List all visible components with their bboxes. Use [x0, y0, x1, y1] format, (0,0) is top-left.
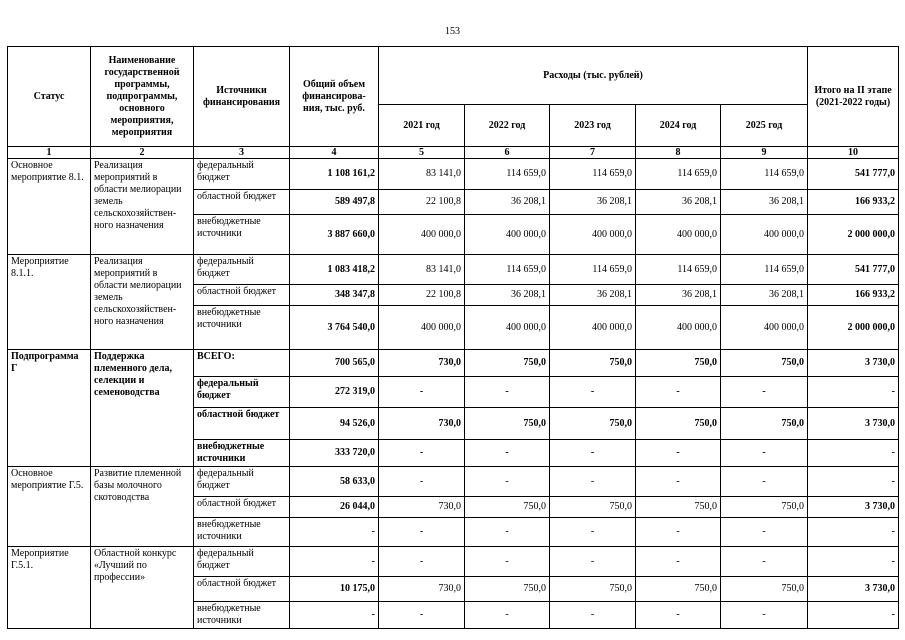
source-cell: областной бюджет [194, 190, 290, 215]
year-value-cell: - [721, 547, 808, 577]
year-value-cell: 750,0 [636, 497, 721, 518]
year-value-cell: - [721, 377, 808, 408]
year-value-cell: - [636, 518, 721, 547]
year-value-cell: 400 000,0 [379, 306, 465, 350]
itogo-cell: - [808, 602, 899, 629]
year-value-cell: 114 659,0 [550, 255, 636, 285]
year-value-cell: 750,0 [465, 577, 550, 602]
name-cell: Развитие племенной базы молочного скотоводства [91, 467, 194, 547]
year-value-cell: - [636, 377, 721, 408]
column-number: 10 [808, 147, 899, 159]
total-cell: - [290, 602, 379, 629]
year-value-cell: - [379, 547, 465, 577]
status-cell: Подпрограмма Г [8, 350, 91, 467]
column-number: 7 [550, 147, 636, 159]
itogo-cell: 541 777,0 [808, 255, 899, 285]
year-value-cell: 22 100,8 [379, 190, 465, 215]
column-number: 1 [8, 147, 91, 159]
name-cell: Областной конкурс «Лучший по профессии» [91, 547, 194, 629]
year-value-cell: - [550, 518, 636, 547]
header-year: 2021 год [379, 105, 465, 147]
year-value-cell: 400 000,0 [379, 215, 465, 255]
column-number: 5 [379, 147, 465, 159]
itogo-cell: 166 933,2 [808, 285, 899, 306]
year-value-cell: 750,0 [721, 350, 808, 377]
year-value-cell: 36 208,1 [636, 285, 721, 306]
year-value-cell: 730,0 [379, 497, 465, 518]
year-value-cell: 730,0 [379, 408, 465, 440]
name-cell: Реализация мероприятий в области мелиорации земель сельскохозяйствен-ного назначения [91, 159, 194, 255]
year-value-cell: - [465, 377, 550, 408]
total-cell: 348 347,8 [290, 285, 379, 306]
source-cell: федеральный бюджет [194, 547, 290, 577]
year-value-cell: 83 141,0 [379, 159, 465, 190]
source-cell: федеральный бюджет [194, 377, 290, 408]
header-year: 2022 год [465, 105, 550, 147]
year-value-cell: - [721, 602, 808, 629]
source-cell: федеральный бюджет [194, 255, 290, 285]
year-value-cell: 22 100,8 [379, 285, 465, 306]
source-cell: внебюджетные источники [194, 602, 290, 629]
year-value-cell: - [721, 467, 808, 497]
year-value-cell: - [550, 602, 636, 629]
year-value-cell: - [721, 440, 808, 467]
column-number: 9 [721, 147, 808, 159]
table-row [8, 467, 899, 497]
status-cell: Основное мероприятие Г.5. [8, 467, 91, 547]
year-value-cell: 750,0 [636, 350, 721, 377]
table-row [8, 255, 899, 285]
header-year: 2025 год [721, 105, 808, 147]
column-number: 6 [465, 147, 550, 159]
itogo-cell: 2 000 000,0 [808, 306, 899, 350]
source-cell: областной бюджет [194, 408, 290, 440]
year-value-cell: 400 000,0 [550, 215, 636, 255]
total-cell: 589 497,8 [290, 190, 379, 215]
source-cell: областной бюджет [194, 577, 290, 602]
source-cell: внебюджетные источники [194, 215, 290, 255]
itogo-cell: - [808, 467, 899, 497]
year-value-cell: 750,0 [465, 497, 550, 518]
year-value-cell: 400 000,0 [465, 215, 550, 255]
source-cell: внебюджетные источники [194, 440, 290, 467]
source-cell: внебюджетные источники [194, 306, 290, 350]
itogo-cell: 166 933,2 [808, 190, 899, 215]
itogo-cell: 3 730,0 [808, 350, 899, 377]
year-value-cell: 36 208,1 [721, 285, 808, 306]
header-expenses: Расходы (тыс. рублей) [379, 47, 808, 105]
total-cell: 1 108 161,2 [290, 159, 379, 190]
table-row [8, 350, 899, 377]
header-status: Статус [8, 47, 91, 147]
header-itogo: Итого на II этапе (2021-2022 годы) [808, 47, 899, 147]
total-cell: 94 526,0 [290, 408, 379, 440]
year-value-cell: - [379, 602, 465, 629]
total-cell: 3 887 660,0 [290, 215, 379, 255]
year-value-cell: - [465, 467, 550, 497]
year-value-cell: 400 000,0 [636, 306, 721, 350]
year-value-cell: 750,0 [636, 408, 721, 440]
source-cell: федеральный бюджет [194, 467, 290, 497]
column-number: 2 [91, 147, 194, 159]
itogo-cell: 3 730,0 [808, 577, 899, 602]
year-value-cell: 750,0 [550, 350, 636, 377]
column-numbers-row [8, 147, 899, 159]
table-row [8, 547, 899, 577]
source-cell: областной бюджет [194, 285, 290, 306]
year-value-cell: 750,0 [550, 408, 636, 440]
header-year: 2024 год [636, 105, 721, 147]
total-cell: 58 633,0 [290, 467, 379, 497]
itogo-cell: 541 777,0 [808, 159, 899, 190]
year-value-cell: 114 659,0 [636, 159, 721, 190]
status-cell: Мероприятие 8.1.1. [8, 255, 91, 350]
name-cell: Реализация мероприятий в области мелиорации земель сельскохозяйствен-ного назначения [91, 255, 194, 350]
year-value-cell: 750,0 [636, 577, 721, 602]
column-number: 8 [636, 147, 721, 159]
year-value-cell: - [465, 547, 550, 577]
itogo-cell: - [808, 547, 899, 577]
year-value-cell: 400 000,0 [550, 306, 636, 350]
year-value-cell: - [379, 467, 465, 497]
year-value-cell: 750,0 [721, 497, 808, 518]
year-value-cell: - [550, 377, 636, 408]
year-value-cell: 400 000,0 [721, 215, 808, 255]
column-number: 3 [194, 147, 290, 159]
year-value-cell: - [379, 377, 465, 408]
itogo-cell: 3 730,0 [808, 408, 899, 440]
table-row [8, 159, 899, 190]
total-cell: 3 764 540,0 [290, 306, 379, 350]
itogo-cell: 2 000 000,0 [808, 215, 899, 255]
year-value-cell: 730,0 [379, 577, 465, 602]
column-number: 4 [290, 147, 379, 159]
header-total: Общий объем финансирова-ния, тыс. руб. [290, 47, 379, 147]
year-value-cell: 36 208,1 [550, 285, 636, 306]
year-value-cell: 36 208,1 [550, 190, 636, 215]
source-cell: федеральный бюджет [194, 159, 290, 190]
total-cell: 333 720,0 [290, 440, 379, 467]
year-value-cell: - [550, 467, 636, 497]
header-name: Наименование государственной программы, подпрограммы, основного мероприятия, мероприятия [91, 47, 194, 147]
year-value-cell: - [379, 440, 465, 467]
year-value-cell: - [550, 440, 636, 467]
total-cell: 26 044,0 [290, 497, 379, 518]
year-value-cell: 750,0 [550, 577, 636, 602]
year-value-cell: 750,0 [721, 408, 808, 440]
year-value-cell: - [465, 602, 550, 629]
name-cell: Поддержка племенного дела, селекции и семеноводства [91, 350, 194, 467]
year-value-cell: - [379, 518, 465, 547]
year-value-cell: - [550, 547, 636, 577]
total-cell: - [290, 518, 379, 547]
year-value-cell: 730,0 [379, 350, 465, 377]
year-value-cell: - [721, 518, 808, 547]
year-value-cell: 750,0 [465, 408, 550, 440]
year-value-cell: 36 208,1 [465, 285, 550, 306]
itogo-cell: - [808, 518, 899, 547]
header-year: 2023 год [550, 105, 636, 147]
financing-table [7, 46, 899, 629]
year-value-cell: 750,0 [721, 577, 808, 602]
total-cell: - [290, 547, 379, 577]
source-cell: ВСЕГО: [194, 350, 290, 377]
total-cell: 10 175,0 [290, 577, 379, 602]
year-value-cell: - [636, 602, 721, 629]
year-value-cell: 114 659,0 [721, 159, 808, 190]
year-value-cell: 114 659,0 [465, 255, 550, 285]
year-value-cell: 36 208,1 [721, 190, 808, 215]
year-value-cell: - [636, 467, 721, 497]
year-value-cell: 400 000,0 [636, 215, 721, 255]
itogo-cell: 3 730,0 [808, 497, 899, 518]
page-number: 153 [445, 26, 460, 37]
year-value-cell: 750,0 [550, 497, 636, 518]
year-value-cell: 750,0 [465, 350, 550, 377]
year-value-cell: 114 659,0 [721, 255, 808, 285]
year-value-cell: - [636, 440, 721, 467]
status-cell: Мероприятие Г.5.1. [8, 547, 91, 629]
status-cell: Основное мероприятие 8.1. [8, 159, 91, 255]
source-cell: внебюджетные источники [194, 518, 290, 547]
year-value-cell: - [465, 518, 550, 547]
total-cell: 1 083 418,2 [290, 255, 379, 285]
year-value-cell: 400 000,0 [721, 306, 808, 350]
header-source: Источники финансирования [194, 47, 290, 147]
itogo-cell: - [808, 377, 899, 408]
year-value-cell: - [636, 547, 721, 577]
itogo-cell: - [808, 440, 899, 467]
table-body [8, 159, 899, 629]
year-value-cell: 114 659,0 [465, 159, 550, 190]
year-value-cell: 83 141,0 [379, 255, 465, 285]
year-value-cell: 400 000,0 [465, 306, 550, 350]
year-value-cell: - [465, 440, 550, 467]
total-cell: 272 319,0 [290, 377, 379, 408]
source-cell: областной бюджет [194, 497, 290, 518]
year-value-cell: 114 659,0 [636, 255, 721, 285]
year-value-cell: 36 208,1 [636, 190, 721, 215]
total-cell: 700 565,0 [290, 350, 379, 377]
year-value-cell: 114 659,0 [550, 159, 636, 190]
year-value-cell: 36 208,1 [465, 190, 550, 215]
